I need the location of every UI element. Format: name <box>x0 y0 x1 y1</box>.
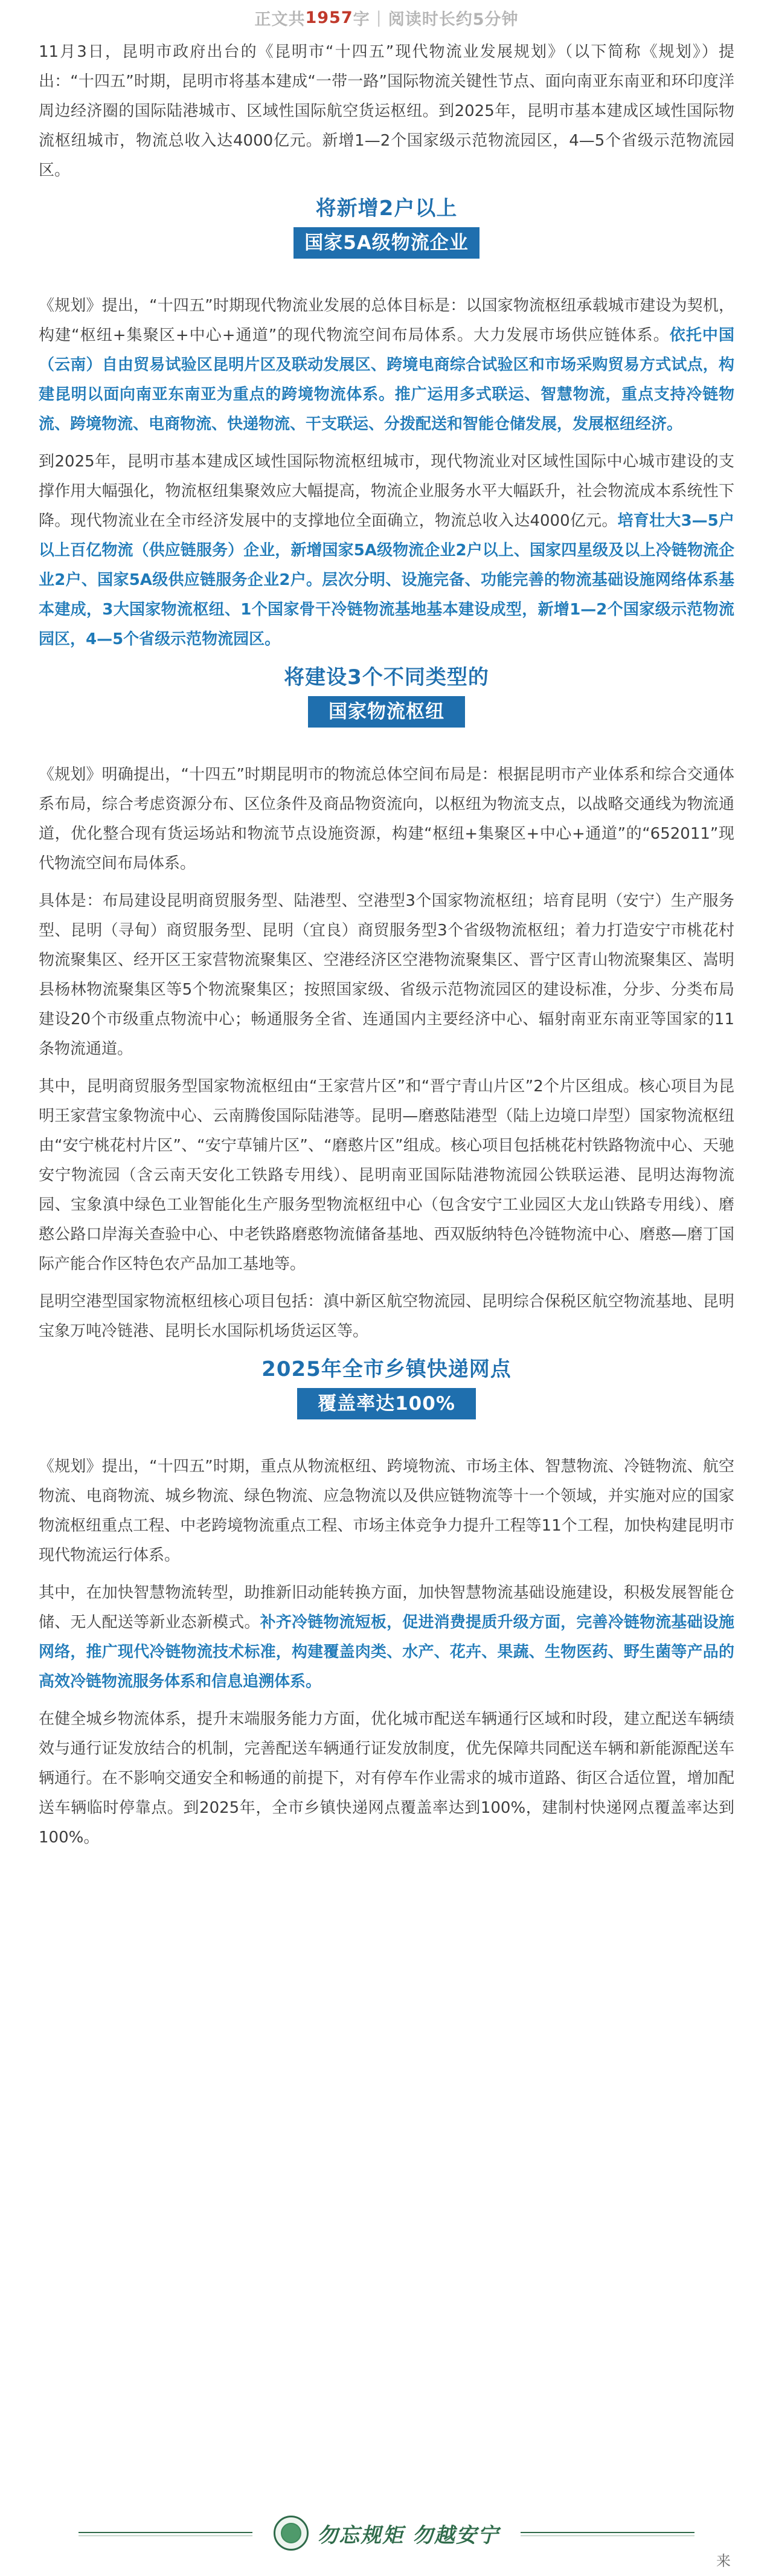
section-band: 覆盖率达100% <box>297 1388 476 1419</box>
section-band: 国家5A级物流企业 <box>293 227 480 259</box>
paragraph-text: 其中，在加快智慧物流转型，助推新旧动能转换方面，加快智慧物流基础设施建设，积极发展智能仓储、无人配送等新业态新模式。 <box>39 1584 734 1632</box>
paragraph: 《规划》提出，“十四五”时期，重点从物流枢纽、跨境物流、市场主体、智慧物流、冷链物流、航空物流、电商物流、城乡物流、绿色物流、应急物流以及供应链物流等十一个领域，并实施对应的国家物流枢纽重点工程、中老跨境物流重点工程、市场主体竞争力提升工程等11个工程，加快构建昆明市现代物流运行体系。 <box>39 1457 734 1564</box>
paragraph-highlight: 培育壮大3—5户以上百亿物流（供应链服务）企业，新增国家5A级物流企业2户以上、国家四星级及以上冷链物流企业2户、国家5A级供应链服务企业2户。层次分明、设施完备、功能完善的物流基础设施网络体系基本建成，3大国家物流枢纽、1个国家骨干冷链物流基地基本建设成型，新增1—2个国家级示范物流园区，4—5个省级示范物流园区。 <box>39 512 734 648</box>
paragraph: 具体是：布局建设昆明商贸服务型、陆港型、空港型3个国家物流枢纽；培育昆明（安宁）生产服务型、昆明（寻甸）商贸服务型、昆明（宜良）商贸服务型3个省级物流枢纽；着力打造安宁市桃花村物流聚集区、经开区王家营物流聚集区、空港经济区空港物流聚集区、晋宁区青山物流聚集区、嵩明县杨林物流聚集区等5个物流聚集区；按照国家级、省级示范物流园区的建设标准，分步、分类布局建设20个市级重点物流中心；畅通服务全省、连通国内主要经济中心、辐射南亚东南亚等国家的11条物流通道。 <box>39 892 734 1058</box>
section-title: 将新增2户以上 <box>315 196 458 221</box>
section-heading <box>39 662 734 728</box>
emblem-center <box>281 2523 301 2543</box>
footer-slogan: 勿忘规矩 勿越安宁 <box>317 2523 499 2548</box>
section-heading <box>39 1354 734 1419</box>
paragraph <box>39 447 734 654</box>
section-title: 2025年全市乡镇快递网点 <box>261 1357 512 1381</box>
paragraph-text: 《规划》提出，“十四五”时期现代物流业发展的总体目标是：以国家物流枢纽承载城市建设为契机，构建“枢纽+集聚区+中心+通道”的现代物流空间布局体系。大力发展市场供应链体系。 <box>39 297 734 344</box>
article-meta <box>0 0 773 35</box>
paragraph-highlight: 依托中国（云南）自由贸易试验区昆明片区及联动发展区、跨境电商综合试验区和市场采购贸易方式试点，构建昆明以面向南亚东南亚为重点的跨境物流体系。推广运用多式联运、智慧物流，重点支持冷链物流、跨境物流、电商物流、快递物流、干支联运、分拨配送和智能仓储发展，发展枢纽经济。 <box>39 326 734 433</box>
reading-time: 阅读时长约5分钟 <box>388 10 519 29</box>
word-count-prefix: 正文共 <box>254 10 306 29</box>
paragraph-text: 到2025年，昆明市基本建成区域性国际物流枢纽城市，现代物流业对区域性国际中心城市建设的支撑作用大幅强化，物流枢纽集聚效应大幅提高，物流企业服务水平大幅跃升，社会物流成本系统性下降。现代物流业在全市经济发展中的支撑地位全面确立，物流总收入达4000亿元。 <box>39 453 734 530</box>
paragraph: 《规划》明确提出，“十四五”时期昆明市的物流总体空间布局是：根据昆明市产业体系和综合交通体系布局，综合考虑资源分布、区位条件及商品物资流向，以枢纽为物流支点，以战略交通线为物流通道，优化整合现有货运场站和物流节点设施资源，构建“枢纽+集聚区+中心+通道”的“652011”现代物流空间布局体系。 <box>39 766 734 873</box>
section-heading <box>39 193 734 259</box>
intro-paragraph: 11月3日，昆明市政府出台的《昆明市“十四五”现代物流业发展规划》（以下简称《规划》）提出：“十四五”时期，昆明市将基本建成“一带一路”国际物流关键性节点、面向南亚东南亚和环印度洋周边经济圈的国际陆港城市、区域性国际航空货运枢纽。到2025年，昆明市基本建成区域性国际物流枢纽城市，物流总收入达4000亿元。新增1—2个国家级示范物流园区，4—5个省级示范物流园区。 <box>39 43 734 179</box>
paragraph <box>39 291 734 439</box>
footer-banner <box>0 2505 773 2569</box>
section-title: 将建设3个不同类型的 <box>284 665 489 689</box>
paragraph-highlight: 补齐冷链物流短板，促进消费提质升级方面，完善冷链物流基础设施网络，推广现代冷链物流技术标准，构建覆盖肉类、水产、花卉、果蔬、生物医药、野生菌等产品的高效冷链物流服务体系和信息追溯体系。 <box>39 1613 734 1691</box>
footer-badge <box>252 2513 521 2554</box>
word-count-unit: 字 <box>353 10 370 29</box>
paragraph <box>39 1578 734 1697</box>
section-band: 国家物流枢纽 <box>308 696 465 728</box>
footer-trailing-text: 来 <box>716 2552 731 2569</box>
party-emblem-icon <box>274 2516 309 2551</box>
meta-separator: | <box>376 8 382 27</box>
article-body <box>39 37 734 1861</box>
paragraph: 在健全城乡物流体系，提升末端服务能力方面，优化城市配送车辆通行区域和时段，建立配送车辆绩效与通行证发放结合的机制，完善配送车辆通行证发放制度，优先保障共同配送车辆和新能源配送车辆通行。在不影响交通安全和畅通的前提下，对有停车作业需求的城市道路、街区合适位置，增加配送车辆临时停靠点。到2025年，全市乡镇快递网点覆盖率达到100%，建制村快递网点覆盖率达到100%。 <box>39 1710 734 1847</box>
paragraph: 其中，昆明商贸服务型国家物流枢纽由“王家营片区”和“晋宁青山片区”2个片区组成。核心项目为昆明王家营宝象物流中心、云南腾俊国际陆港等。昆明—磨憨陆港型（陆上边境口岸型）国家物流枢纽由“安宁桃花村片区”、“安宁草铺片区”、“磨憨片区”组成。核心项目包括桃花村铁路物流中心、天驰安宁物流园（含云南天安化工铁路专用线）、昆明南亚国际陆港物流园公铁联运港、昆明达海物流园、宝象滇中绿色工业智能化生产服务型物流枢纽中心（包含安宁工业园区大龙山铁路专用线）、磨憨公路口岸海关查验中心、中老铁路磨憨物流储备基地、西双版纳特色冷链物流中心、磨憨—磨丁国际产能合作区特色农产品加工基地等。 <box>39 1077 734 1273</box>
paragraph: 昆明空港型国家物流枢纽核心项目包括：滇中新区航空物流园、昆明综合保税区航空物流基地、昆明宝象万吨冷链港、昆明长水国际机场货运区等。 <box>39 1293 734 1340</box>
word-count: 1957 <box>305 8 353 27</box>
